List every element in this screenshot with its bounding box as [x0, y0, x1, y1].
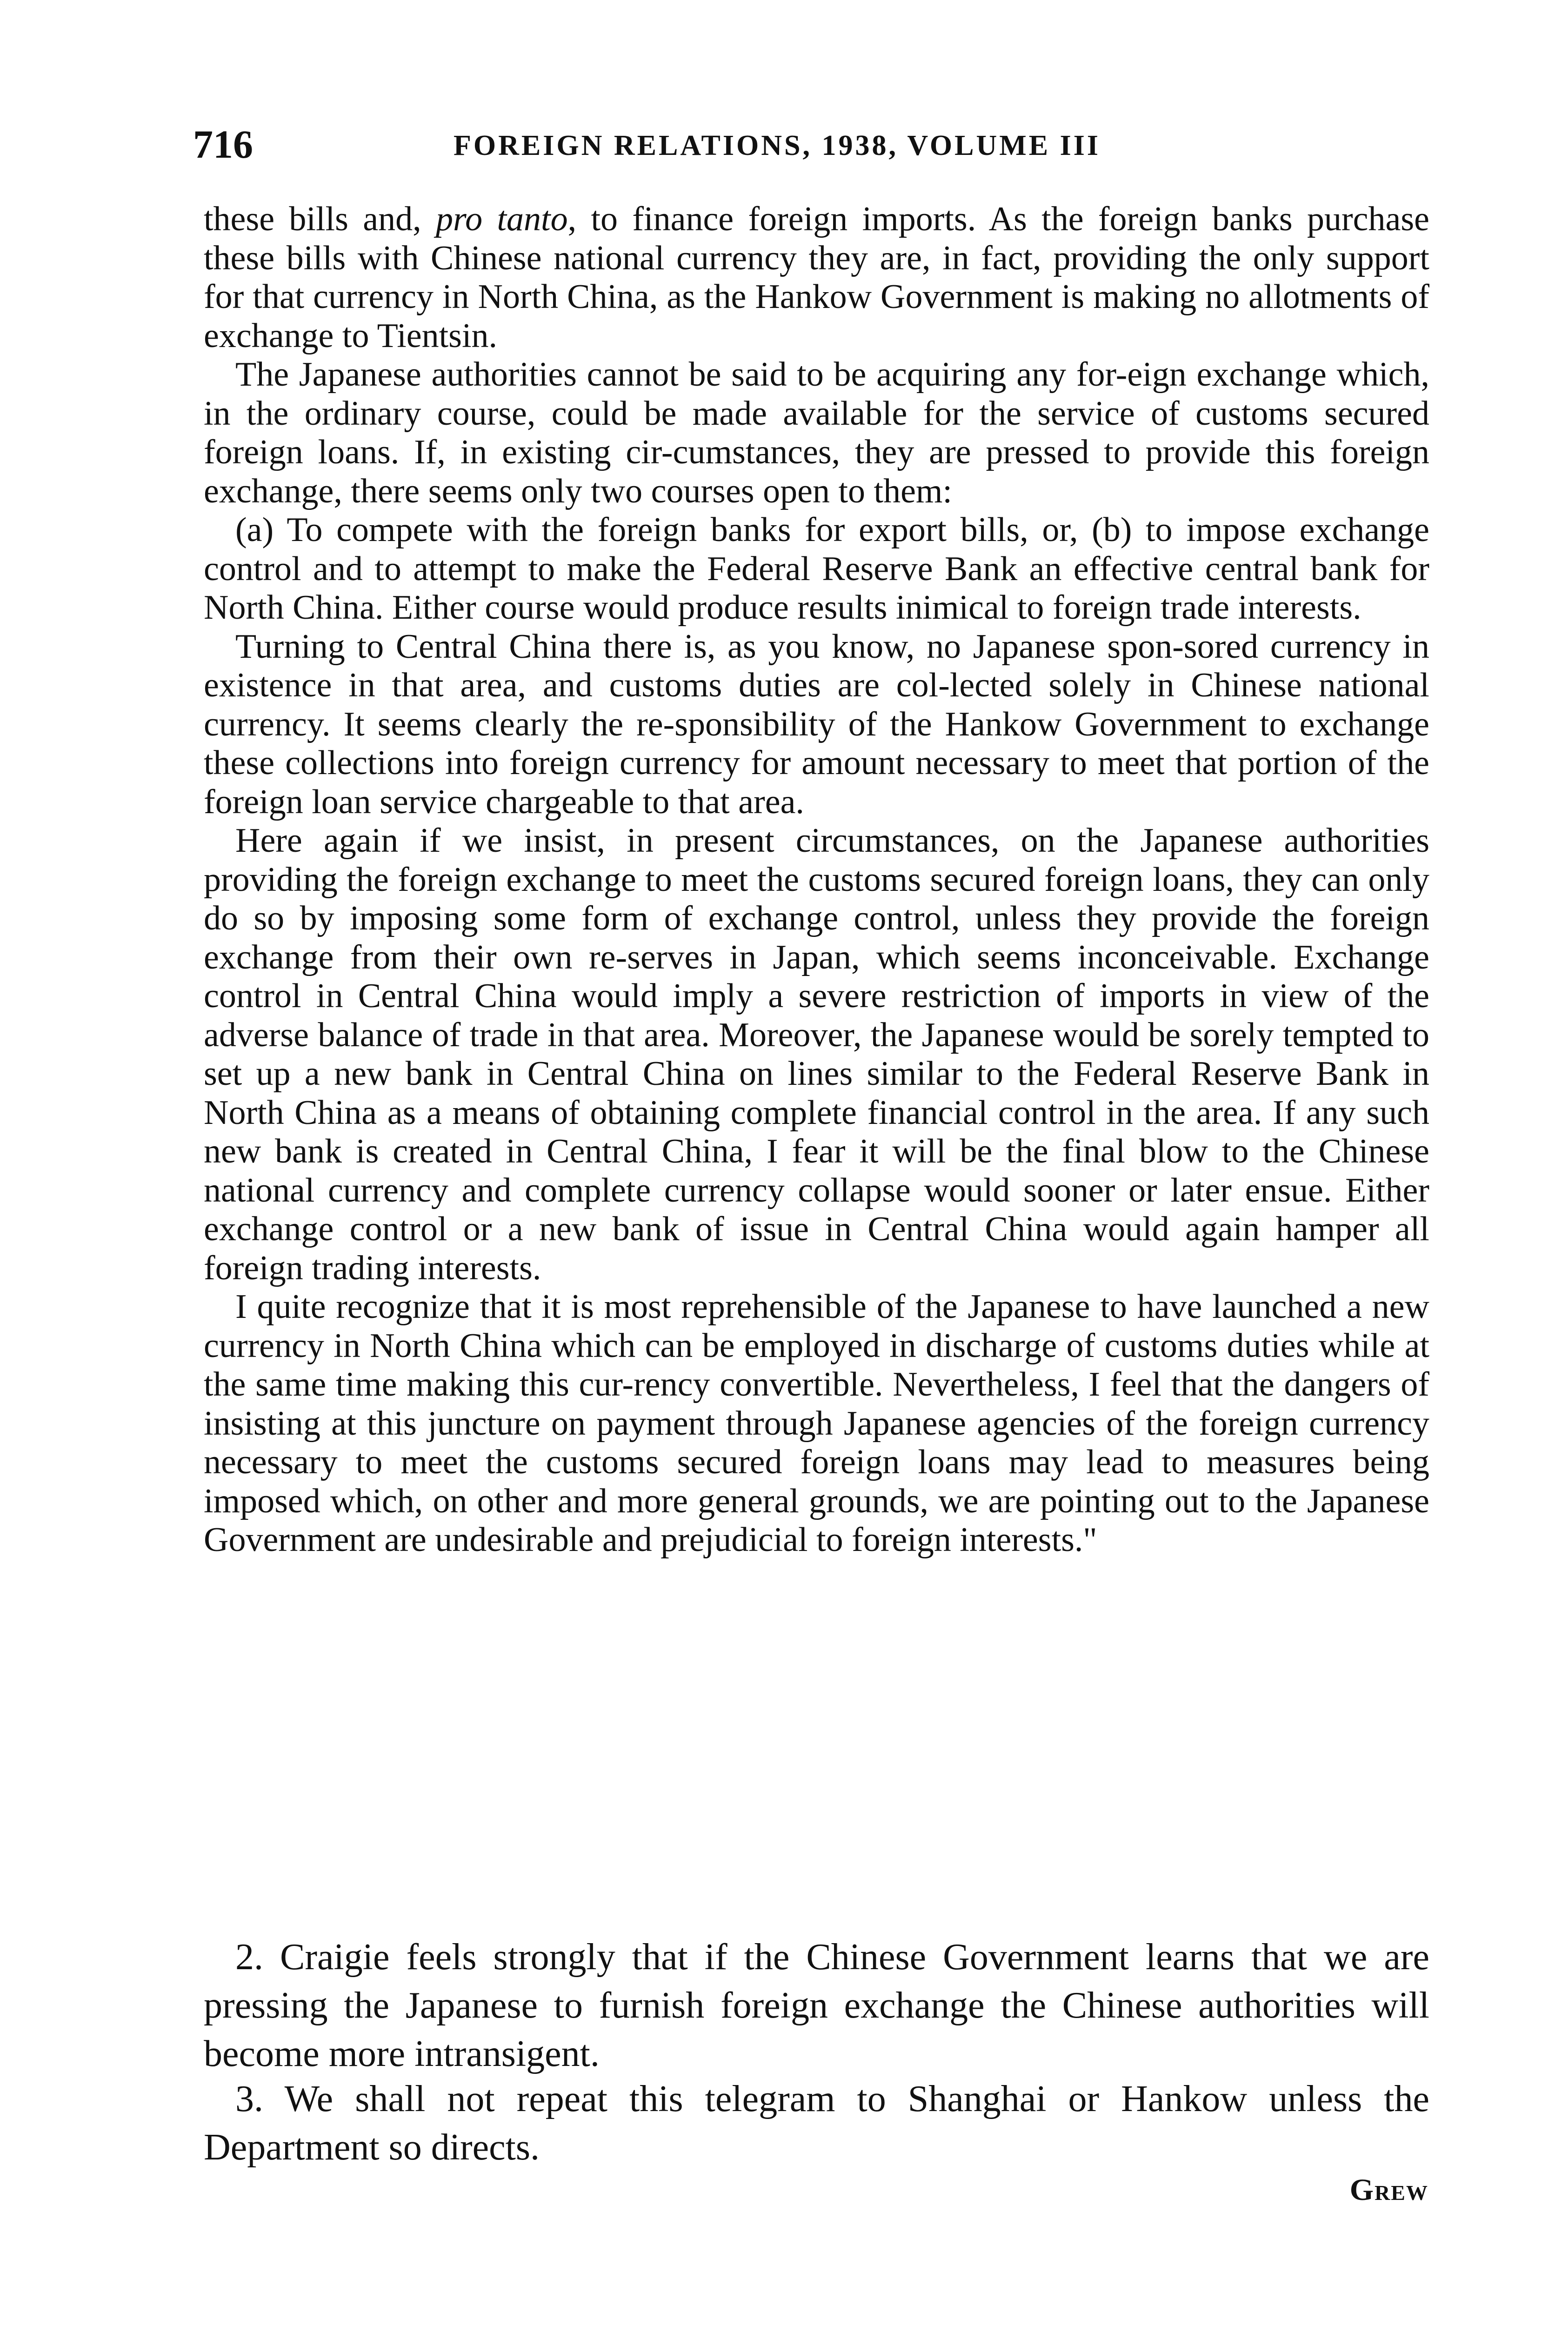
italic-phrase: pro tanto: [436, 200, 568, 238]
running-head: FOREIGN RELATIONS, 1938, VOLUME III: [454, 130, 1101, 161]
signature: Grew: [1349, 2173, 1428, 2207]
page-number: 716: [193, 122, 253, 167]
numbered-paragraph-2: [204, 1933, 1429, 2078]
paragraph: I quite recognize that it is most reprehensible of the Japanese to have launched a new currency in North China which can be employed in discharge of customs duties while at the same time making this cur-rency convertible. Nevertheless, I feel that the dangers of insisting at this juncture on payment through Japanese agencies of the foreign currency necessary to meet the customs secured foreign loans may lead to measures being imposed which, on other and more general grounds, we are pointing out to the Japanese Government are undesirable and prejudicial to foreign interests.": [204, 1288, 1429, 1559]
paragraph: The Japanese authorities cannot be said to be acquiring any for-eign exchange which, in the ordinary course, could be made available for the service of customs secured foreign loans. If, in existing cir-cumstances, they are pressed to provide this foreign exchange, there seems only two courses open to them:: [204, 355, 1429, 510]
quoted-telegram-body: [204, 200, 1429, 1560]
paragraph: Turning to Central China there is, as you know, no Japanese spon-sored currency in existence in that area, and customs duties are col-lected solely in Chinese national currency. It seems clearly the re-sponsibility of the Hankow Government to exchange these collections into foreign currency for amount necessary to meet that portion of the foreign loan service chargeable to that area.: [204, 627, 1429, 821]
paragraph-text: these bills and,: [204, 200, 436, 238]
numbered-paragraph-3: [204, 2075, 1429, 2172]
numbered-paragraph-text: 2. Craigie feels strongly that if the Chinese Government learns that we are pressing the Japanese to furnish foreign exchange the Chinese authorities will become more intransigent.: [204, 1937, 1429, 2074]
paragraph: (a) To compete with the foreign banks for export bills, or, (b) to impose exchange control and to attempt to make the Federal Reserve Bank an effective central bank for North China. Either course would produce results inimical to foreign trade interests.: [204, 511, 1429, 627]
paragraph: Here again if we insist, in present circumstances, on the Japanese authorities providing the foreign exchange to meet the customs secured foreign loans, they can only do so by imposing some form of exchange control, unless they provide the foreign exchange from their own re-serves in Japan, which seems inconceivable. Exchange control in Central China would imply a severe restriction of imports in view of the adverse balance of trade in that area. Moreover, the Japanese would be sorely tempted to set up a new bank in Central China on lines similar to the Federal Reserve Bank in North China as a means of obtaining complete financial control in the area. If any such new bank is created in Central China, I fear it will be the final blow to the Chinese national currency and complete currency collapse would sooner or later ensue. Either exchange control or a new bank of issue in Central China would again hamper all foreign trading interests.: [204, 822, 1429, 1287]
paragraph-text: , to finance foreign imports. As the foreign banks purchase these bills with Chinese national currency they are, in fact, providing the only support for that currency in North China, as the Hankow Government is making no allotments of exchange to Tientsin.: [204, 200, 1429, 355]
numbered-paragraph-text: 3. We shall not repeat this telegram to Shanghai or Hankow unless the Department so directs.: [204, 2079, 1429, 2168]
paragraph-continuation: [204, 200, 1429, 355]
page-header: [193, 119, 1435, 170]
